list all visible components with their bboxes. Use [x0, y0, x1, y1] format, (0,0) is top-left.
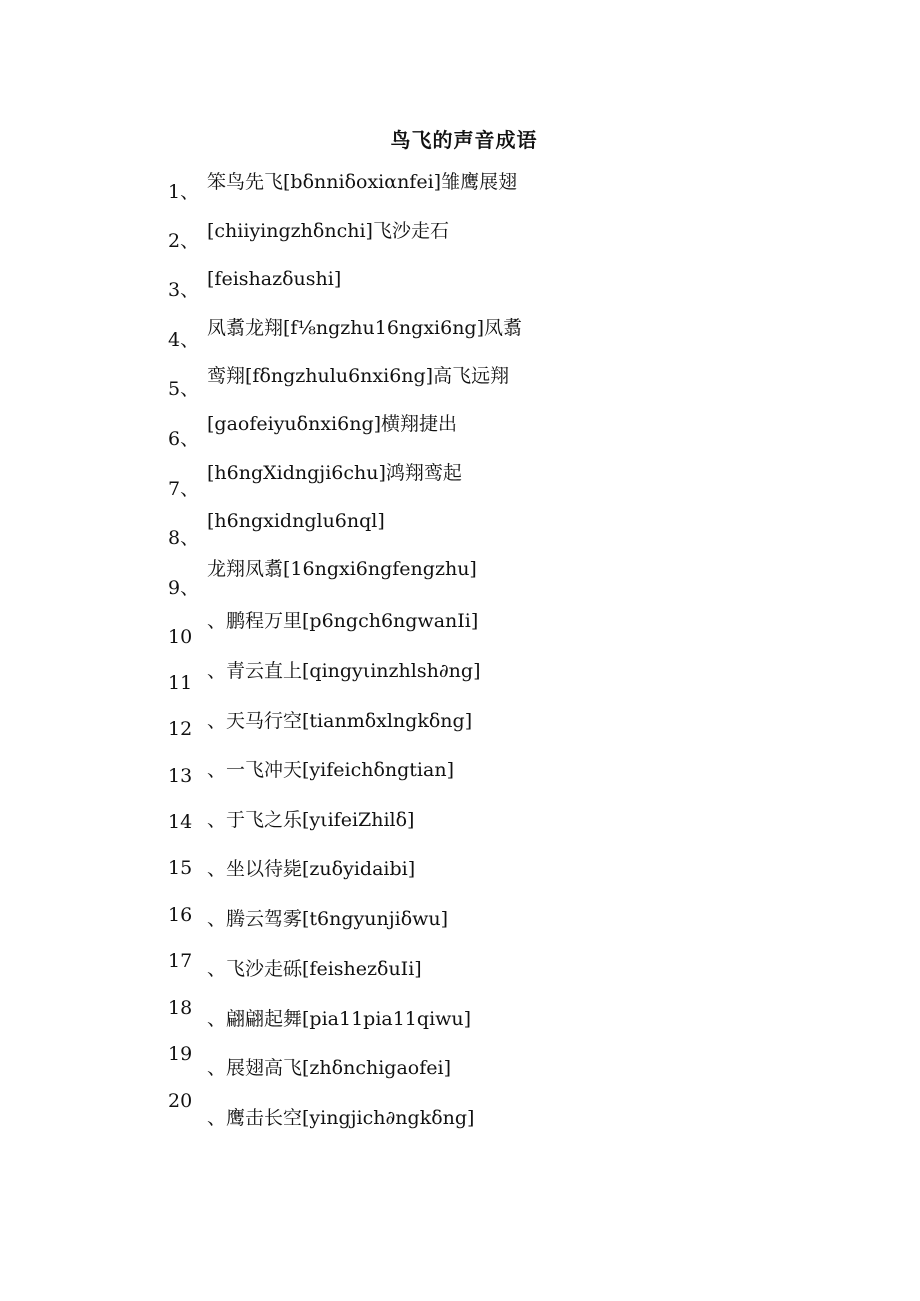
item-number: 16 [168, 904, 193, 926]
idiom-line: 、于飞之乐[yιifeiZhilδ] [207, 809, 415, 831]
idiom-line: 、一飞冲天[yifeichδngtian] [207, 759, 454, 781]
idiom-line: [h6ngxidnglu6nql] [207, 510, 385, 532]
idiom-line: [feishazδushi] [207, 268, 342, 290]
idiom-line: 、鹰击长空[yingjich∂ngkδng] [207, 1107, 475, 1129]
item-number: 17 [168, 950, 193, 972]
item-number: 7、 [168, 478, 200, 500]
item-number: 13 [168, 765, 193, 787]
item-number: 11 [168, 672, 193, 694]
idiom-line: 、腾云驾雾[t6ngyunjiδwu] [207, 908, 449, 930]
item-number: 18 [168, 997, 193, 1019]
idiom-line: 、青云直上[qingyιinzhlsh∂ng] [207, 660, 481, 682]
item-number: 8、 [168, 527, 200, 549]
idiom-line: [chiiyingzhδnchi]飞沙走石 [207, 220, 449, 242]
idiom-line: 凤翥龙翔[f⅛ngzhu16ngxi6ng]凤翥 [207, 317, 523, 339]
item-number: 20 [168, 1090, 193, 1112]
item-number: 9、 [168, 577, 200, 599]
item-number: 4、 [168, 329, 200, 351]
idiom-line: 、翩翩起舞[pia11pia11qiwu] [207, 1008, 472, 1030]
item-number: 2、 [168, 230, 200, 252]
idiom-line: [h6ngXidngji6chu]鸿翔鸾起 [207, 462, 462, 484]
idiom-line: 、天马行空[tianmδxlngkδng] [207, 710, 473, 732]
item-number: 19 [168, 1043, 193, 1065]
idiom-line: [gaofeiyuδnxi6ng]横翔捷出 [207, 413, 458, 435]
idiom-line: 龙翔凤翥[16ngxi6ngfengzhu] [207, 558, 477, 580]
item-number: 10 [168, 626, 193, 648]
idiom-line: 、飞沙走砾[feishezδuIi] [207, 958, 422, 980]
idiom-line: 、展翅高飞[zhδnchigaofei] [207, 1057, 451, 1079]
idiom-line: 鸾翔[fδngzhulu6nxi6ng]高飞远翔 [207, 365, 510, 387]
document-title: 鸟飞的声音成语 [390, 128, 538, 152]
idiom-line: 、坐以待毙[zuδyidaibi] [207, 858, 416, 880]
item-number: 12 [168, 718, 193, 740]
idiom-line: 、鹏程万里[p6ngch6ngwanIi] [207, 610, 479, 632]
item-number: 3、 [168, 279, 200, 301]
item-number: 14 [168, 811, 193, 833]
item-number: 5、 [168, 378, 200, 400]
item-number: 6、 [168, 428, 200, 450]
item-number: 15 [168, 857, 193, 879]
item-number: 1、 [168, 181, 200, 203]
idiom-line: 笨鸟先飞[bδnniδoxiαnfei]雏鹰展翅 [207, 171, 518, 193]
